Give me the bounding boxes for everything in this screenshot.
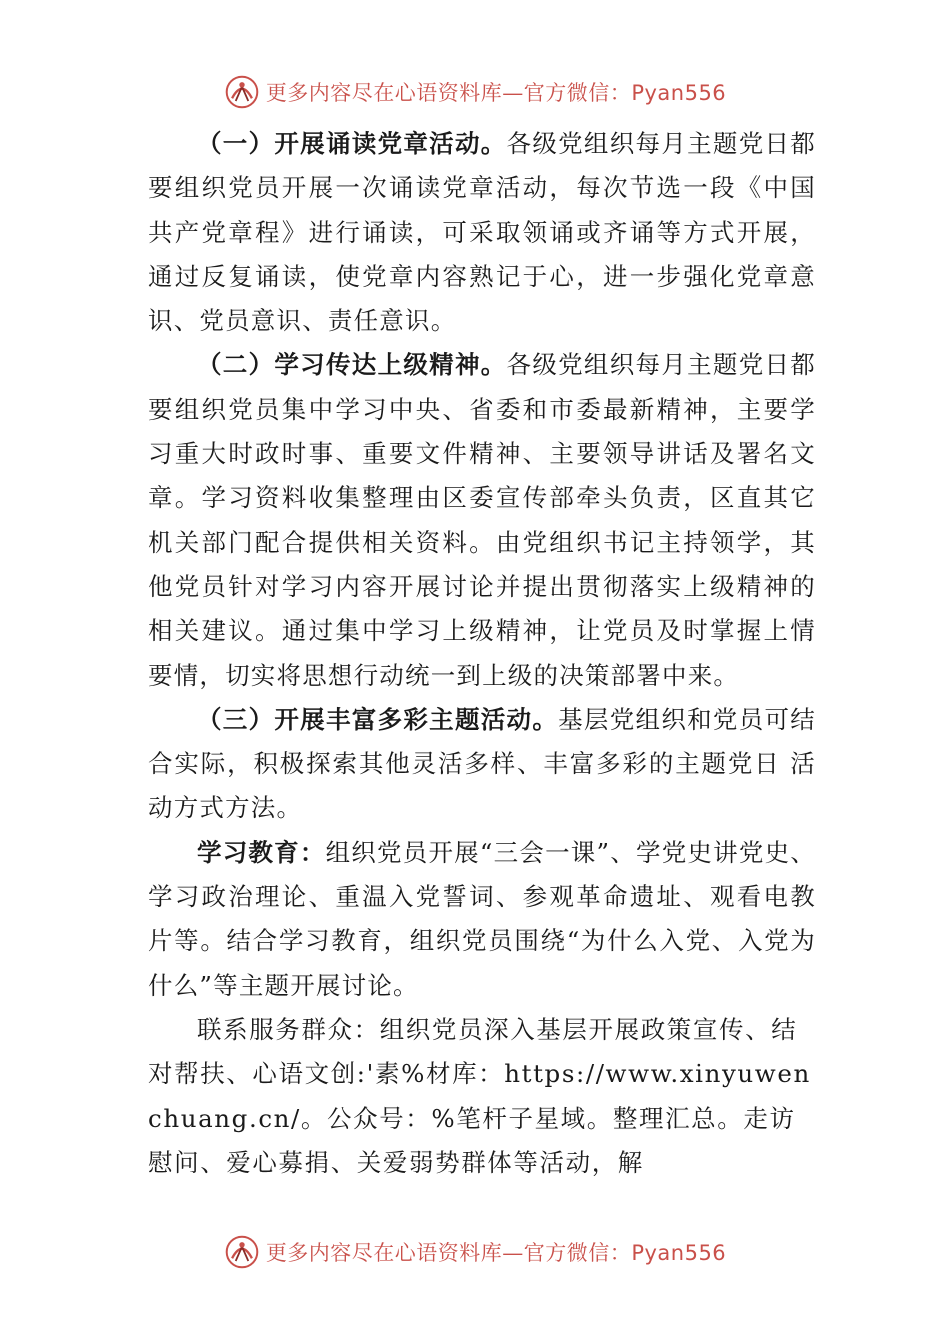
library-logo-icon <box>224 74 260 110</box>
paragraph-1-heading: （一）开展诵读党章活动。 <box>197 129 507 158</box>
document-body <box>148 122 816 1185</box>
paragraph-2 <box>148 343 816 697</box>
paragraph-4-body: 组织党员开展“三会一课”、学党史讲党史、学习政治理论、重温入党誓词、参观革命遗址、观看电教片等。结合学习教育，组织党员围绕“为什么入党、入党为什么”等主题开展讨论。 <box>148 837 816 1000</box>
paragraph-3-heading: （三）开展丰富多彩主题活动。 <box>197 704 559 734</box>
header-watermark-banner <box>0 68 950 116</box>
paragraph-1-body: 各级党组织每月主题党日都要组织党员开展一次诵读党章活动，每次节选一段《中国共产党章程》进行诵读，可采取领诵或齐诵等方式开展， 通过反复诵读，使党章内容熟记于心，进一步强化党章意识、党员意识、责任意识。 <box>148 129 816 336</box>
paragraph-3 <box>148 698 816 831</box>
paragraph-2-body: 各级党组织每月主题党日都要组织党员集中学习中央、省委和市委最新精神，主要学习重大时政时事、重要文件精神、主要领导讲话及署名文章。学习资料收集整理由区委宣传部牵头负责，区直其它机关部门配合提供相关资料。由党组织书记主持领学，其他党员针对学习内容开展讨论并提出贯彻落实上级精神的相关建议。通过集中学习上级精神，让党员及时掌握上情要情，切实将思想行动统一到上级的决策部署中来。 <box>148 350 816 690</box>
wechat-id: Pyan556 <box>631 81 727 105</box>
banner-text: 更多内容尽在心语资料库—官方微信：Pyan556 <box>265 81 727 105</box>
paragraph-2-heading: （二）学习传达上级精神。 <box>197 350 507 380</box>
paragraph-5-body: 联系服务群众：组织党员深入基层开展政策宣传、结对帮扶、心语文创:'素%材库：https://www.xinyuwenchuang.cn/。公众号：%笔杆子星域。整理汇总。走访慰问、爱心募捐、关爱弱势群体等活动，解 <box>148 1014 811 1177</box>
paragraph-3-body: 基层党组织和党员可结合实际，积极探索其他灵活多样、丰富多彩的主题党日 活动方式方法。 <box>148 704 816 823</box>
paragraph-4-heading: 学习教育： <box>197 837 326 867</box>
paragraph-1 <box>148 122 816 343</box>
paragraph-4 <box>148 831 816 1008</box>
banner-text: 更多内容尽在心语资料库—官方微信：Pyan556 <box>265 1241 727 1265</box>
library-logo-icon <box>224 1234 260 1270</box>
wechat-id: Pyan556 <box>631 1241 727 1265</box>
paragraph-5 <box>148 1008 816 1185</box>
footer-watermark-banner <box>0 1228 950 1276</box>
